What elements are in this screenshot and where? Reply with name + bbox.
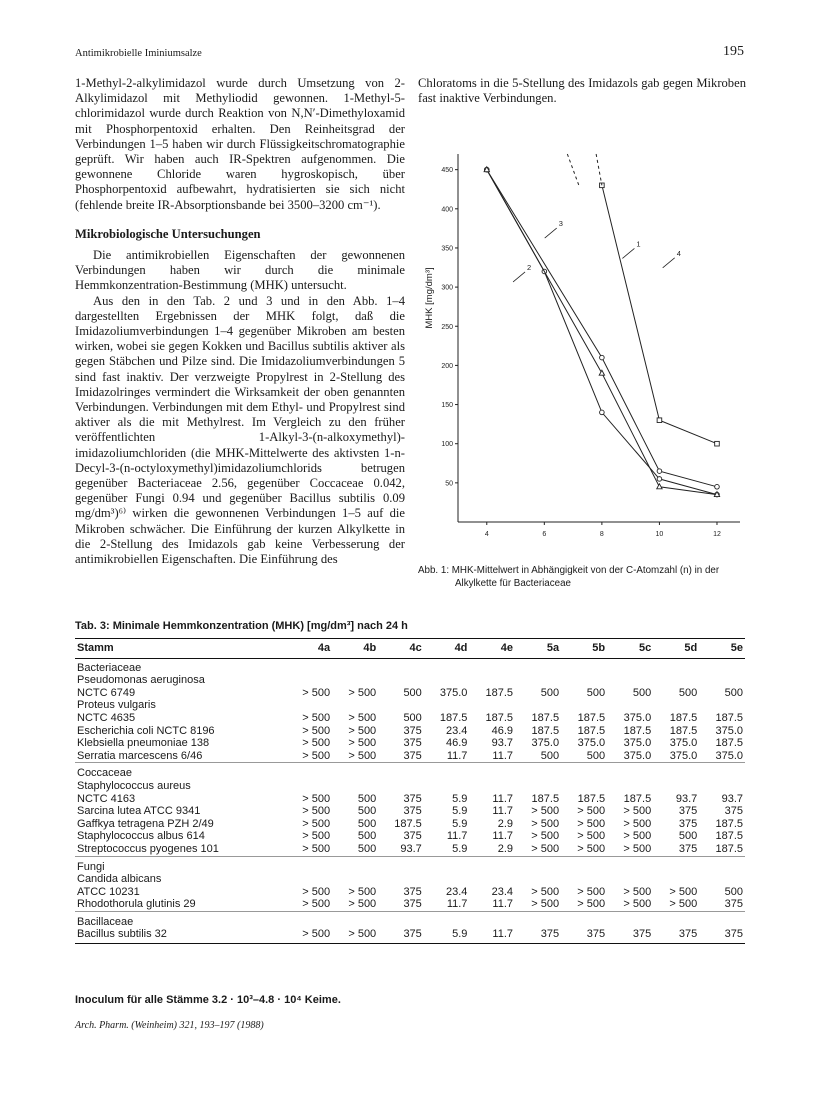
table-cell: 375: [607, 928, 653, 943]
table-cell: 375: [403, 805, 422, 818]
table-cell: > 500: [577, 817, 606, 830]
table-cell: > 500: [669, 898, 698, 911]
column-header: 4e: [500, 642, 514, 654]
table-group-row: [75, 763, 745, 780]
table-cell: > 500: [623, 830, 652, 843]
strain-name: Rhodothorula glutinis 29: [77, 898, 196, 911]
series-2-dashed-extension: [567, 154, 579, 185]
strain-name: Serratia marcescens 6/46: [77, 749, 203, 762]
column-header: Stamm: [77, 642, 114, 654]
table-cell: > 500: [348, 737, 377, 750]
table-cell: 5.9: [452, 842, 468, 855]
column-header: 5b: [592, 642, 606, 654]
table-cell: 187.5: [577, 724, 606, 737]
table-cell: > 500: [302, 830, 331, 843]
table-cell: > 500: [302, 711, 331, 724]
table-cell: 11.7: [492, 805, 514, 818]
table-cell: > 500: [623, 817, 652, 830]
strain-name: ATCC 10231: [77, 885, 140, 898]
column-header: 5c: [638, 642, 652, 654]
curve-label-leader: [663, 258, 675, 268]
table-cell: 375: [724, 805, 743, 818]
right-column-text: [418, 76, 746, 106]
x-tick-label: 12: [713, 531, 721, 538]
table-cell: 375: [403, 737, 422, 750]
table-cell: > 500: [302, 898, 331, 911]
table-cell: > 500: [302, 749, 331, 762]
table-cell: > 500: [577, 842, 606, 855]
figure-1: [418, 140, 748, 560]
table-cell: 5.9: [452, 805, 468, 818]
table-cell: 187.5: [669, 711, 698, 724]
y-tick-label: 150: [441, 402, 453, 410]
table-cell: 500: [403, 711, 422, 724]
table-header-row: [75, 639, 745, 659]
table-3: [75, 638, 745, 944]
table-cell: > 500: [348, 885, 377, 898]
table-cell: 11.7: [446, 749, 468, 762]
table-cell: > 500: [623, 842, 652, 855]
x-tick-label: 8: [599, 531, 604, 538]
table-cell: 375: [678, 817, 698, 830]
column-header: 5e: [730, 642, 743, 654]
table-cell: 187.5: [577, 711, 606, 724]
table-cell: 375: [378, 928, 424, 943]
table-row: [75, 843, 745, 856]
table-cell: 46.9: [491, 724, 514, 737]
series-4-point: [657, 418, 662, 423]
table-cell: 187.5: [485, 686, 514, 699]
table-cell: 23.4: [445, 885, 468, 898]
table-row: [75, 725, 745, 738]
group-name: Fungi: [75, 856, 745, 873]
table-cell: 23.4: [491, 885, 514, 898]
table-cell: > 500: [531, 898, 560, 911]
table-cell: 500: [724, 885, 743, 898]
x-tick-label: 4: [484, 531, 489, 538]
table-cell: 375: [403, 724, 422, 737]
table-cell: 375.0: [669, 737, 698, 750]
table-cell: 11.7: [492, 749, 514, 762]
table-cell: 11.7: [469, 928, 515, 943]
paragraph-results: Aus den in den Tab. 2 und 3 und in den Abb. 1–4 dargestellten Ergebnissen der MHK folgt, daß die Imidazoliumverbindungen 1–4 gegenüber Mikroben am besten wirken, wobei sie gegen Kokken und Bacillus subtilis aktiver als gegen Stäbchen und Pilze sind. Die Imidazoliumverbindungen 5 sind fast inaktiv. Der verzweigte Propylrest in 2-Stellung des Imidazolringes vermindert die Wirksamkeit der oben genannten Verbindungen. Verbindungen mit dem Ethyl- und Propylrest sind aktiver als die mit Methylrest. Im Vergleich zu den früher veröffentlichten 1-Alkyl-3-(n-alkoxymethyl)-imidazoliumchloriden (die MHK-Mittelwerte des aktivsten 1-n-Decyl-3-(n-octyloxymethyl)imidazoliumchlorids betrugen gegenüber Bacteriaceae 2.56, gegenüber Coccaceae 0.042, gegenüber Fungi 0.94 und gegenüber Bacillus subtilis 0.09 mg/dm³)⁶⁾ wirken die gewonnenen Verbindungen 1–5 auf die Mikroben schwächer. Die Einführung der kurzen Alkylkette in die 2-Stellung des Imidazols gab keine Verbesserung der antimikrobiellen Eigenschaften. Die Einführung des: [75, 293, 405, 567]
column-header: 5a: [546, 642, 560, 654]
table-cell: 93.7: [675, 792, 698, 805]
column-header: 4d: [454, 642, 468, 654]
table-cell: 11.7: [446, 830, 468, 843]
curve-label-leader: [513, 272, 525, 282]
y-tick-label: 300: [441, 284, 453, 292]
figure-caption: [418, 564, 748, 590]
table-row: [75, 898, 745, 911]
curve-label: 2: [527, 262, 532, 272]
table-cell: 11.7: [446, 898, 468, 911]
table-cell: > 500: [348, 724, 377, 737]
table-cell: 375: [403, 792, 422, 805]
table-cell: 500: [403, 686, 422, 699]
table-cell: 375: [403, 830, 422, 843]
table-cell: 46.9: [445, 737, 468, 750]
figure-caption-line-1: Abb. 1: MHK-Mittelwert in Abhängigkeit von der C-Atomzahl (n) in der: [418, 565, 720, 576]
table-cell: > 500: [332, 928, 378, 943]
table-cell: 500: [632, 686, 652, 699]
table-cell: 187.5: [485, 711, 514, 724]
paragraph-method: Die antimikrobiellen Eigenschaften der gewonnenen Verbindungen haben wir durch die minimale Hemmkonzentration-Bestimmung (MHK) untersucht.: [75, 248, 405, 293]
curve-label-leader: [622, 248, 634, 258]
table-cell: 11.7: [492, 898, 514, 911]
section-heading: Mikrobiologische Untersuchungen: [75, 226, 261, 241]
table-cell: 375: [724, 898, 743, 911]
table-cell: 375.0: [623, 711, 652, 724]
table-row: [75, 886, 745, 899]
x-tick-label: 6: [542, 531, 547, 538]
table-cell: 187.5: [715, 830, 743, 843]
table-row: [75, 818, 745, 831]
table-row: [75, 687, 745, 700]
left-column: [75, 76, 405, 567]
table-row: [75, 737, 745, 750]
strain-name: NCTC 6749: [77, 686, 136, 699]
table-cell: 375.0: [715, 724, 743, 737]
series-2-point: [600, 410, 605, 415]
table-cell: 500: [678, 686, 698, 699]
table-cell: 375.0: [669, 749, 698, 762]
table-cell: > 500: [302, 842, 331, 855]
y-tick-label: 200: [441, 362, 453, 370]
table-cell: > 500: [286, 928, 332, 943]
series-2-point: [657, 477, 662, 482]
table-cell: > 500: [348, 749, 377, 762]
table-cell: 500: [586, 749, 606, 762]
table-footnote: Inoculum für alle Stämme 3.2 · 10³–4.8 · 10⁴ Keime.: [75, 994, 341, 1006]
table-row: [75, 712, 745, 725]
table-cell: > 500: [577, 805, 606, 818]
table-row-organism: [75, 699, 745, 712]
series-4-line: [602, 185, 717, 443]
group-name: Coccaceae: [75, 763, 745, 780]
series-1-point: [657, 469, 662, 474]
table-cell: 375: [515, 928, 561, 943]
curve-label: 1: [636, 239, 641, 249]
organism-name: Staphylococcus aureus: [77, 779, 191, 792]
table-cell: 187.5: [715, 737, 743, 750]
table-cell: 187.5: [577, 792, 606, 805]
series-1-line: [487, 170, 717, 487]
table-cell: 93.7: [400, 842, 422, 855]
series-3-point: [657, 484, 662, 489]
table-cell: 500: [357, 830, 377, 843]
mhk-line-chart: [418, 140, 748, 560]
table-cell: 187.5: [623, 792, 652, 805]
strain-name: Klebsiella pneumoniae 138: [77, 737, 210, 750]
y-tick-label: 50: [445, 480, 453, 488]
table-cell: 187.5: [715, 711, 743, 724]
y-tick-label: 250: [441, 323, 453, 331]
running-title: Antimikrobielle Iminiumsalze: [75, 48, 202, 59]
table-cell: 187.5: [669, 724, 698, 737]
table-cell: 2.9: [497, 817, 514, 830]
figure-caption-line-2: Alkylkette für Bacteriaceae: [455, 578, 571, 589]
y-tick-label: 450: [441, 167, 453, 175]
strain-name: NCTC 4635: [77, 711, 136, 724]
table-cell: 500: [357, 792, 377, 805]
strain-name: Staphylococcus albus 614: [77, 830, 205, 843]
table-cell: > 500: [577, 898, 606, 911]
series-4-dashed-extension: [596, 154, 602, 185]
y-tick-label: 100: [441, 441, 453, 449]
table-row: [75, 928, 745, 943]
strain-name: NCTC 4163: [77, 792, 136, 805]
table-cell: > 500: [302, 792, 331, 805]
table-cell: 187.5: [715, 842, 743, 855]
table-row-organism: [75, 674, 745, 687]
table-cell: 187.5: [394, 817, 422, 830]
y-tick-label: 350: [441, 245, 453, 253]
table-cell: > 500: [531, 805, 560, 818]
table-cell: > 500: [577, 885, 606, 898]
table-cell: 375.0: [439, 686, 468, 699]
table-cell: 2.9: [497, 842, 514, 855]
table-row: [75, 830, 745, 843]
table-cell: 5.9: [452, 817, 468, 830]
table-cell: > 500: [531, 885, 560, 898]
table-cell: 375: [403, 749, 422, 762]
table-cell: > 500: [348, 898, 377, 911]
series-2-line: [487, 170, 717, 495]
strain-name: Sarcina lutea ATCC 9341: [77, 805, 201, 818]
strain-name: Bacillus subtilis 32: [75, 928, 286, 943]
table-row: [75, 750, 745, 763]
strain-name: Gaffkya tetragena PZH 2/49: [77, 817, 214, 830]
table-cell: 187.5: [531, 711, 560, 724]
table-cell: 187.5: [623, 724, 652, 737]
y-tick-label: 400: [441, 206, 453, 214]
journal-citation: Arch. Pharm. (Weinheim) 321, 193–197 (1988): [75, 1020, 264, 1031]
table-cell: 187.5: [531, 792, 560, 805]
curve-label: 4: [676, 248, 681, 258]
table-cell: > 500: [348, 686, 377, 699]
table-cell: > 500: [623, 805, 652, 818]
table-cell: > 500: [623, 885, 652, 898]
table-cell: > 500: [302, 737, 331, 750]
table-row-organism: [75, 780, 745, 793]
table-cell: 500: [540, 749, 560, 762]
table-cell: 500: [586, 686, 606, 699]
series-4-point: [715, 441, 720, 446]
table-cell: 500: [357, 817, 377, 830]
table-cell: > 500: [302, 724, 331, 737]
table-body: [75, 658, 745, 943]
table-cell: > 500: [577, 830, 606, 843]
table-cell: > 500: [302, 817, 331, 830]
table-cell: > 500: [302, 686, 331, 699]
table-cell: 375.0: [531, 737, 560, 750]
table-group-row: [75, 856, 745, 873]
table-cell: 375.0: [577, 737, 606, 750]
mhk-table: [75, 638, 745, 944]
table-cell: 500: [357, 805, 377, 818]
table-group-row: [75, 911, 745, 928]
table-cell: 375.0: [623, 737, 652, 750]
table-cell: 375: [653, 928, 699, 943]
table-cell: > 500: [669, 885, 698, 898]
table-cell: 93.7: [721, 792, 743, 805]
curve-label-leader: [545, 228, 557, 238]
table-cell: 187.5: [531, 724, 560, 737]
column-header: 4a: [317, 642, 331, 654]
table-cell: 11.7: [492, 830, 514, 843]
table-caption: Tab. 3: Minimale Hemmkonzentration (MHK) [mg/dm³] nach 24 h: [75, 620, 408, 632]
table-cell: 375: [699, 928, 745, 943]
table-cell: 500: [678, 830, 698, 843]
table-group-row: [75, 658, 745, 674]
column-header: 4c: [409, 642, 422, 654]
table-cell: 500: [357, 842, 377, 855]
series-1-point: [715, 484, 720, 489]
table-cell: 187.5: [715, 817, 743, 830]
table-cell: > 500: [531, 842, 560, 855]
table-row: [75, 793, 745, 806]
page-number: 195: [723, 44, 744, 59]
organism-name: Candida albicans: [77, 873, 162, 886]
series-1-point: [600, 355, 605, 360]
paragraph-synthesis: 1-Methyl-2-alkylimidazol wurde durch Umsetzung von 2-Alkylimidazol mit Methyliodid gewonnen. 1-Methyl-5-chlorimidazol wurde durch Reaktion von N,N′-Dimethyloxamid mit Phosphorpentoxid erhalten. Den Reinheitsgrad der Verbindungen 1–5 haben wir durch Flüssigkeitschromatographie geprüft. Wir haben auch IR-Spektren aufgenommen. Die gewonnene Chloride waren hygroskopisch, über Phosphorpentoxid aufbewahrt, hydratisierten sie sich nicht (fehlende breite IR-Absorptionsbande bei 3500–3200 cm⁻¹).: [75, 76, 405, 212]
strain-name: Escherichia coli NCTC 8196: [77, 724, 215, 737]
table-cell: > 500: [531, 817, 560, 830]
table-cell: 375: [403, 885, 422, 898]
table-cell: 375: [403, 898, 422, 911]
organism-name: Pseudomonas aeruginosa: [77, 674, 205, 687]
organism-name: Proteus vulgaris: [77, 699, 156, 712]
series-3-point: [599, 370, 604, 375]
x-tick-label: 10: [655, 531, 664, 538]
table-cell: 93.7: [491, 737, 514, 750]
table-cell: 375: [678, 842, 698, 855]
paragraph-continuation: Chloratoms in die 5-Stellung des Imidazols gab gegen Mikroben fast inaktive Verbindungen.: [418, 76, 746, 106]
table-row: [75, 805, 745, 818]
column-header: 5d: [684, 642, 698, 654]
table-cell: > 500: [531, 830, 560, 843]
group-name: Bacillaceae: [75, 911, 745, 928]
table-cell: 375: [561, 928, 607, 943]
series-3-line: [487, 170, 717, 495]
table-row-organism: [75, 873, 745, 886]
table-cell: > 500: [623, 898, 652, 911]
table-cell: 5.9: [424, 928, 470, 943]
table-cell: 375: [678, 805, 698, 818]
table-cell: > 500: [302, 885, 331, 898]
table-cell: > 500: [302, 805, 331, 818]
table-cell: > 500: [348, 711, 377, 724]
table-cell: 500: [724, 686, 743, 699]
y-axis-label: MHK [mg/dm³]: [424, 267, 435, 329]
curve-label: 3: [558, 219, 563, 229]
table-cell: 23.4: [445, 724, 468, 737]
table-cell: 375.0: [715, 749, 743, 762]
table-cell: 11.7: [492, 792, 514, 805]
group-name: Bacteriaceae: [77, 661, 142, 674]
table-cell: 5.9: [452, 792, 468, 805]
column-header: 4b: [363, 642, 377, 654]
table-cell: 500: [540, 686, 560, 699]
table-cell: 375.0: [623, 749, 652, 762]
table-cell: 187.5: [439, 711, 468, 724]
strain-name: Streptococcus pyogenes 101: [77, 842, 219, 855]
